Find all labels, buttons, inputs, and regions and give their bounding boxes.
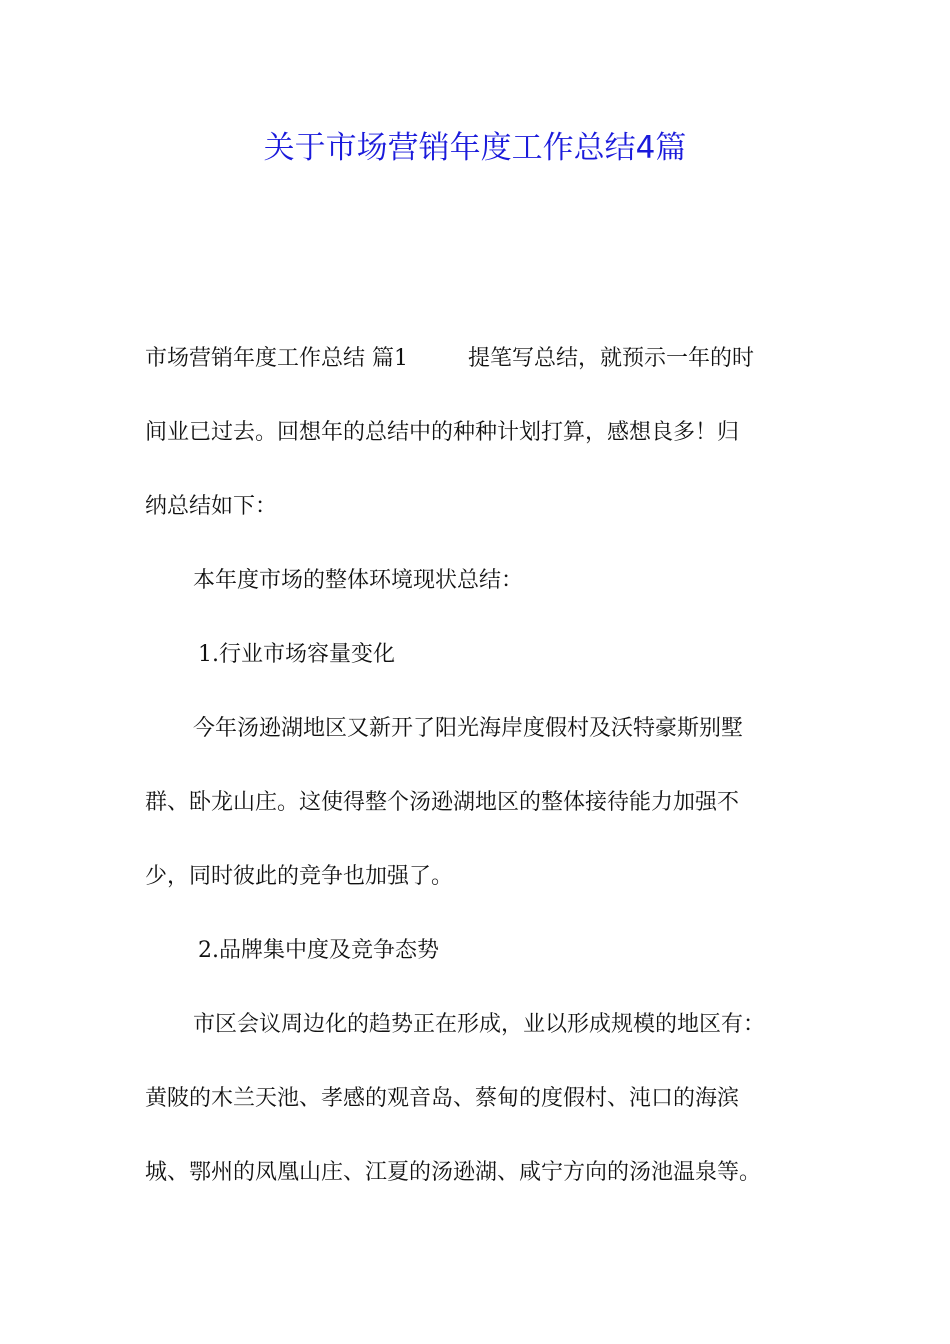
paragraph-line: 今年汤逊湖地区又新开了阳光海岸度假村及沃特豪斯别墅: [193, 716, 744, 741]
paragraph-line: 纳总结如下：: [145, 494, 278, 519]
section-heading: 市场营销年度工作总结 篇1: [145, 346, 408, 371]
paragraph-line: 群、卧龙山庄。这使得整个汤逊湖地区的整体接待能力加强不: [145, 790, 740, 815]
document-body: [145, 334, 817, 1222]
document-title: 关于市场营销年度工作总结4篇: [263, 130, 687, 166]
paragraph-line: 市区会议周边化的趋势正在形成，业以形成规模的地区有：: [193, 1012, 766, 1037]
numbered-heading: 1.行业市场容量变化: [198, 642, 395, 667]
numbered-heading: 2.品牌集中度及竞争态势: [198, 938, 439, 963]
paragraph-line: [145, 334, 817, 408]
paragraph-line: 少，同时彼此的竞争也加强了。: [145, 864, 454, 889]
paragraph-line: 间业已过去。回想年的总结中的种种计划打算，感想良多！归: [145, 420, 740, 445]
paragraph-line: 黄陂的木兰天池、孝感的观音岛、蔡甸的度假村、沌口的海滨: [145, 1086, 740, 1111]
paragraph-text: 提笔写总结，就预示一年的时: [468, 346, 755, 371]
paragraph-line: 城、鄂州的凤凰山庄、江夏的汤逊湖、咸宁方向的汤池温泉等。: [145, 1160, 762, 1185]
paragraph-line: 本年度市场的整体环境现状总结：: [193, 568, 524, 593]
